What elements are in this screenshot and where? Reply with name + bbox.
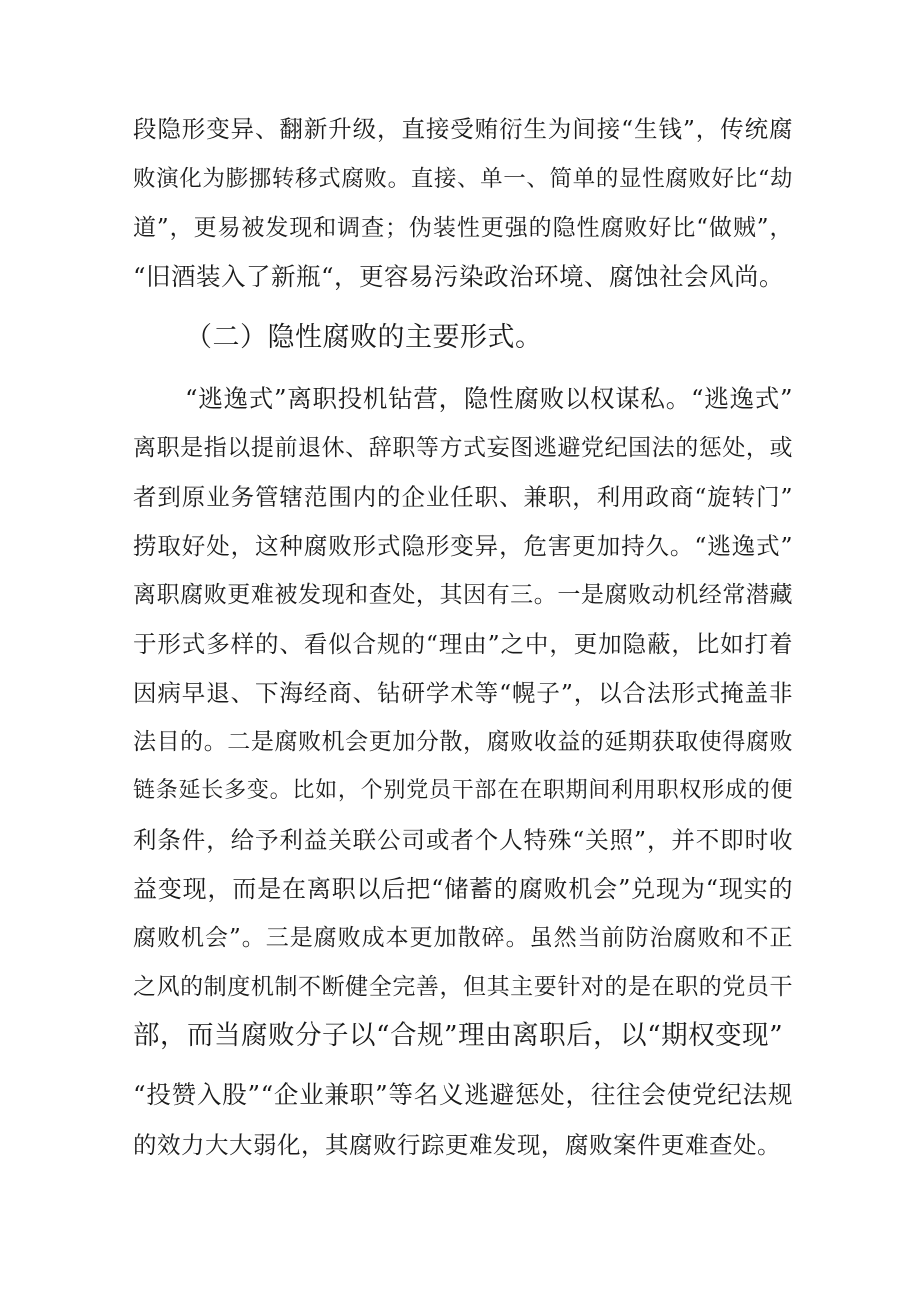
text-line: 部，而当腐败分子以“合规”理由离职后，以“期权变现” xyxy=(133,1020,784,1051)
text-line: “逃逸式”离职投机钻营，隐性腐败以权谋私。“逃逸式” xyxy=(185,384,793,413)
text-line: 的效力大大弱化，其腐败行踪更难发现，腐败案件更难查处。 xyxy=(133,1131,781,1159)
text-line: 腐败机会”。三是腐败成本更加散碎。虽然当前防治腐败和不正 xyxy=(133,925,793,951)
text-line: “旧酒装入了新瓶“，更容易污染政治环境、腐蚀社会风尚。 xyxy=(133,262,785,291)
section-heading: （二）隐性腐败的主要形式。 xyxy=(185,322,543,353)
text-line: 法目的。二是腐败机会更加分散，腐败收益的延期获取使得腐败 xyxy=(133,729,793,755)
text-line: 因病早退、下海经商、钻研学术等“幌子”，以合法形式掩盖非 xyxy=(133,679,793,707)
text-line: 者到原业务管辖范围内的企业任职、兼职，利用政商“旋转门” xyxy=(133,483,793,511)
text-line: 利条件，给予利益关联公司或者个人特殊“关照”，并不即时收 xyxy=(133,826,793,854)
text-line: 链条延长多变。比如，个别党员干部在在职期间利用职权形成的便 xyxy=(133,778,793,803)
text-line: “投赞入股”“企业兼职”等名义逃避惩处，往往会使党纪法规 xyxy=(133,1080,793,1109)
text-line: 离职是指以提前退休、辞职等方式妄图逃避党纪国法的惩处，或 xyxy=(133,435,793,461)
text-line: 捞取好处，这种腐败形式隐形变异，危害更加持久。“逃逸式” xyxy=(133,532,793,560)
text-line: 道”，更易被发现和调查；伪装性更强的隐性腐败好比“做贼”， xyxy=(133,215,793,241)
text-line: 离职腐败更难被发现和查处，其因有三。一是腐败动机经常潜藏 xyxy=(133,582,793,608)
text-line: 之风的制度机制不断健全完善，但其主要针对的是在职的党员干 xyxy=(133,974,793,1000)
text-line: 段隐形变异、翻新升级，直接受贿衍生为间接“生钱”，传统腐 xyxy=(133,115,793,143)
text-line: 益变现，而是在离职以后把“储蓄的腐败机会”兑现为“现实的 xyxy=(133,875,793,903)
text-line: 于形式多样的、看似合规的“理由”之中，更加隐蔽，比如打着 xyxy=(133,630,793,658)
text-line: 败演化为膨挪转移式腐败。直接、单一、简单的显性腐败好比“劫 xyxy=(133,166,793,192)
